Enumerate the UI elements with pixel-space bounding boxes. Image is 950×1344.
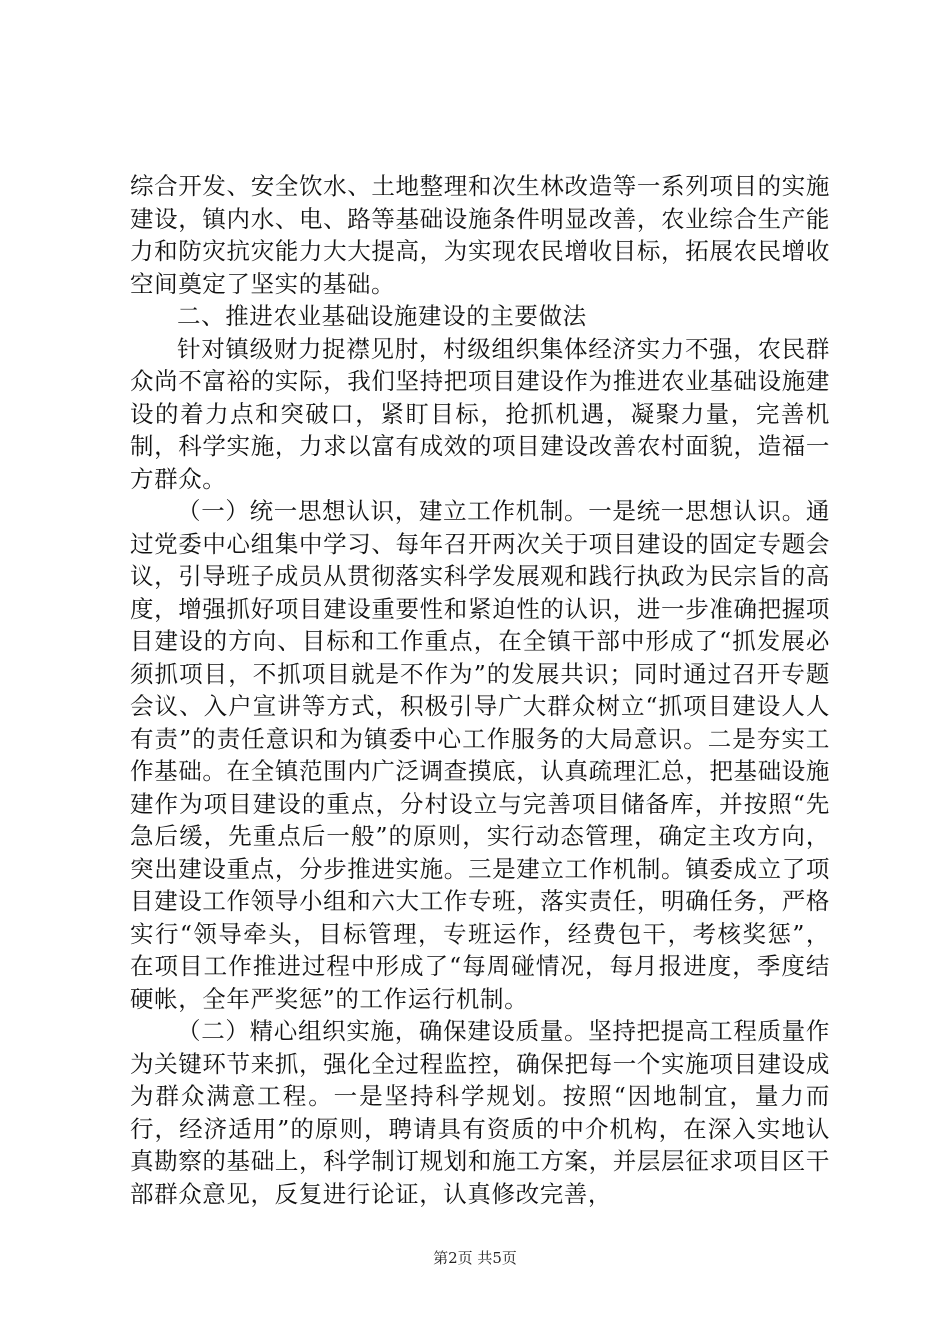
page-number-footer: 第2页 共5页 [433,1249,517,1267]
section-heading: 二、推进农业基础设施建设的主要做法 [177,302,587,330]
paragraph-continuation: 综合开发、安全饮水、土地整理和次生林改造等一系列项目的实施建设，镇内水、电、路等基础设施条件明显改善，农业综合生产能力和防灾抗灾能力大大提高，为实现农民增收目标，拓展农民增收空间奠定了坚实的基础。 [130,172,830,298]
document-body [130,170,830,1210]
paragraph-section-one: （一）统一思想认识，建立工作机制。一是统一思想认识。通过党委中心组集中学习、每年召开两次关于项目建设的固定专题会议，引导班子成员从贯彻落实科学发展观和践行执政为民宗旨的高度，增强抓好项目建设重要性和紧迫性的认识，进一步准确把握项目建设的方向、目标和工作重点，在全镇干部中形成了“抓发展必须抓项目，不抓项目就是不作为”的发展共识；同时通过召开专题会议、入户宣讲等方式，积极引导广大群众树立“抓项目建设人人有责”的责任意识和为镇委中心工作服务的大局意识。二是夯实工作基础。在全镇范围内广泛调查摸底，认真疏理汇总，把基础设施建作为项目建设的重点，分村设立与完善项目储备库，并按照“先急后缓，先重点后一般”的原则，实行动态管理，确定主攻方向，突出建设重点，分步推进实施。三是建立工作机制。镇委成立了项目建设工作领导小组和六大工作专班，落实责任，明确任务，严格实行“领导牵头，目标管理，专班运作，经费包干，考核奖惩”，在项目工作推进过程中形成了“每周碰情况，每月报进度，季度结硬帐，全年严奖惩”的工作运行机制。 [130,497,830,1013]
paragraph-section-two: （二）精心组织实施，确保建设质量。坚持把提高工程质量作为关键环节来抓，强化全过程监控，确保把每一个实施项目建设成为群众满意工程。一是坚持科学规划。按照“因地制宜，量力而行，经济适用”的原则，聘请具有资质的中介机构，在深入实地认真勘察的基础上，科学制订规划和施工方案，并层层征求项目区干部群众意见，反复进行论证，认真修改完善， [130,1017,830,1208]
paragraph-intro: 针对镇级财力捉襟见肘，村级组织集体经济实力不强，农民群众尚不富裕的实际，我们坚持把项目建设作为推进农业基础设施建设的着力点和突破口，紧盯目标，抢抓机遇，凝聚力量，完善机制，科学实施，力求以富有成效的项目建设改善农村面貌，造福一方群众。 [130,334,830,493]
